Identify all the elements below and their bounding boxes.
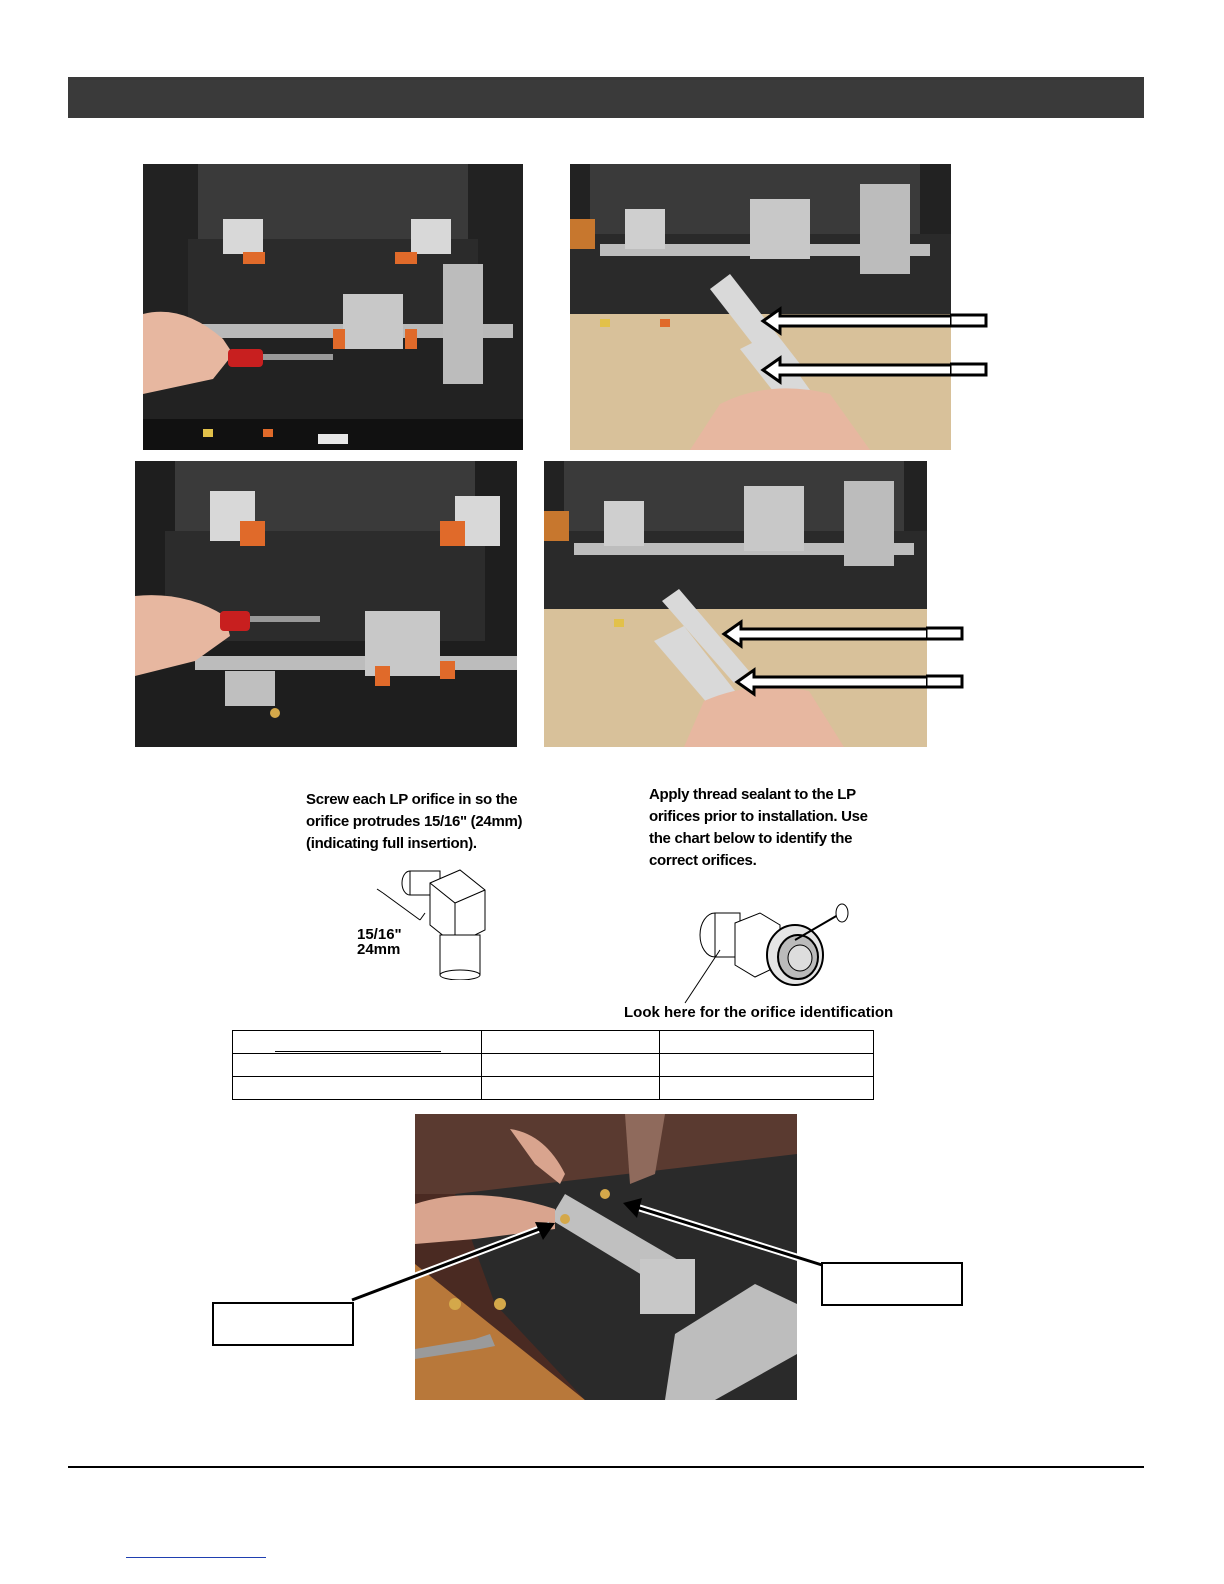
instruction-line: Apply thread sealant to the LP [649, 786, 856, 803]
callout-box-left [212, 1302, 354, 1346]
dimension-label [357, 927, 402, 957]
callout-arrows [340, 1180, 840, 1310]
instruction-line: (indicating full insertion). [306, 835, 477, 852]
orifice-id-label: Look here for the orifice identification [624, 1004, 894, 1021]
table-cell [233, 1077, 482, 1100]
table-cell [659, 1077, 873, 1100]
section-header-bar [68, 77, 1144, 118]
header-underline [275, 1051, 441, 1052]
orifice-identification-diagram [680, 895, 860, 1005]
table-cell [659, 1054, 873, 1077]
orifice-protrusion-diagram [375, 865, 495, 980]
dimension-imperial: 15/16" [357, 926, 402, 943]
footer-rule [68, 1466, 1144, 1468]
callout-box-right [821, 1262, 963, 1306]
photo-lp-brackets [544, 461, 927, 747]
instruction-line: orifices prior to installation. Use [649, 808, 868, 825]
instruction-line: orifice protrudes 15/16" (24mm) [306, 813, 523, 830]
footer-link-underline[interactable] [126, 1557, 266, 1558]
dimension-metric: 24mm [357, 941, 401, 958]
table-row [233, 1077, 874, 1100]
instruction-line: the chart below to identify the [649, 830, 853, 847]
arrow-tails-photo2 [950, 300, 990, 390]
orifice-chart-table [232, 1030, 874, 1100]
instruction-screw-orifice [306, 789, 586, 855]
instruction-thread-sealant [649, 784, 939, 872]
table-cell [482, 1031, 659, 1054]
table-cell [233, 1054, 482, 1077]
table-row [233, 1054, 874, 1077]
arrow-tails-photo4 [926, 620, 966, 700]
instruction-line: correct orifices. [649, 852, 757, 869]
photo-orifice-brackets [570, 164, 951, 450]
photo-install-orifice-screwdriver [135, 461, 517, 747]
table-cell [233, 1031, 482, 1054]
instruction-line: Screw each LP orifice in so the [306, 791, 518, 808]
table-cell [659, 1031, 873, 1054]
table-cell [482, 1077, 659, 1100]
photo-remove-orifice-screwdriver [143, 164, 523, 450]
table-row [233, 1031, 874, 1054]
table-cell [482, 1054, 659, 1077]
